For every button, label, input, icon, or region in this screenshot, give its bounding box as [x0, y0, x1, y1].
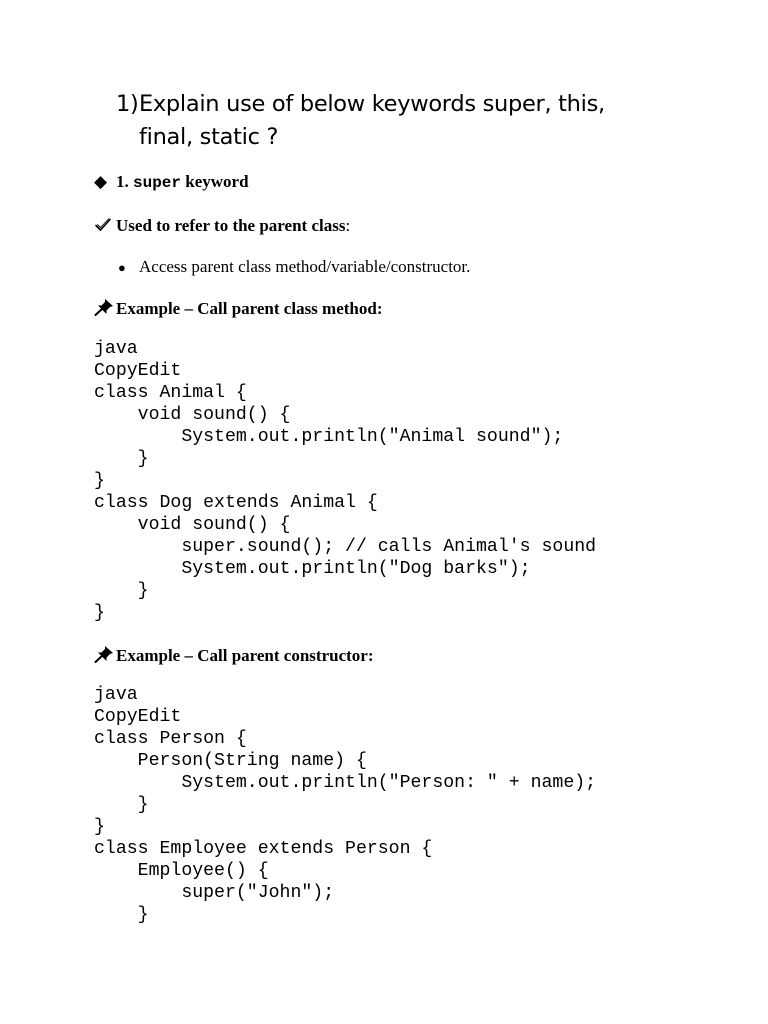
usage-heading [94, 216, 350, 236]
question-text-2: final, static ? [139, 124, 279, 150]
code-line: super("John"); [94, 883, 335, 903]
example1-title: Example – Call parent class method: [116, 299, 383, 318]
code-line: } [94, 449, 149, 469]
code-line: System.out.println("Animal sound"); [94, 427, 564, 447]
code-line: class Dog extends Animal { [94, 493, 378, 513]
code-line: super.sound(); // calls Animal's sound [94, 537, 597, 557]
usage-colon: : [345, 216, 351, 235]
code-line: class Animal { [94, 383, 247, 403]
question-number: 1) [116, 91, 139, 117]
code-line: Person(String name) { [94, 751, 367, 771]
code-lang-label: java [94, 685, 138, 705]
example1-heading [94, 298, 383, 319]
code-line: System.out.println("Person: " + name); [94, 773, 597, 793]
code-line: } [94, 795, 149, 815]
code-line: } [94, 471, 105, 491]
question-text-1: Explain use of below keywords super, this, [139, 91, 605, 117]
code-line: System.out.println("Dog barks"); [94, 559, 531, 579]
checkmark-icon [94, 216, 116, 236]
list-item [118, 257, 470, 277]
section-suffix: keyword [185, 172, 249, 191]
code-lang-label: java [94, 339, 138, 359]
usage-label: Used to refer to the parent class [116, 216, 346, 235]
code-line: class Employee extends Person { [94, 839, 433, 859]
example2-heading [94, 645, 374, 666]
code-line: class Person { [94, 729, 247, 749]
question-title [116, 88, 676, 154]
code-line: } [94, 817, 105, 837]
code-line: } [94, 905, 149, 925]
section-heading-super [94, 172, 249, 192]
code-line: void sound() { [94, 515, 291, 535]
code-line: Employee() { [94, 861, 269, 881]
section-number: 1. [116, 172, 129, 191]
copy-edit-label[interactable]: CopyEdit [94, 707, 182, 727]
pushpin-icon [94, 298, 116, 319]
bullet-dot-icon: ● [118, 260, 126, 275]
code-line: void sound() { [94, 405, 291, 425]
code-block-example2 [94, 684, 596, 926]
code-line: } [94, 603, 105, 623]
list-item-text: Access parent class method/variable/constructor. [139, 257, 471, 276]
code-line: } [94, 581, 149, 601]
code-block-example1 [94, 338, 596, 624]
diamond-bullet-icon: ◆ [94, 172, 108, 192]
section-keyword: super [133, 174, 182, 192]
pushpin-icon [94, 645, 116, 666]
example2-title: Example – Call parent constructor: [116, 646, 374, 665]
copy-edit-label[interactable]: CopyEdit [94, 361, 182, 381]
question-line-1 [116, 88, 676, 121]
